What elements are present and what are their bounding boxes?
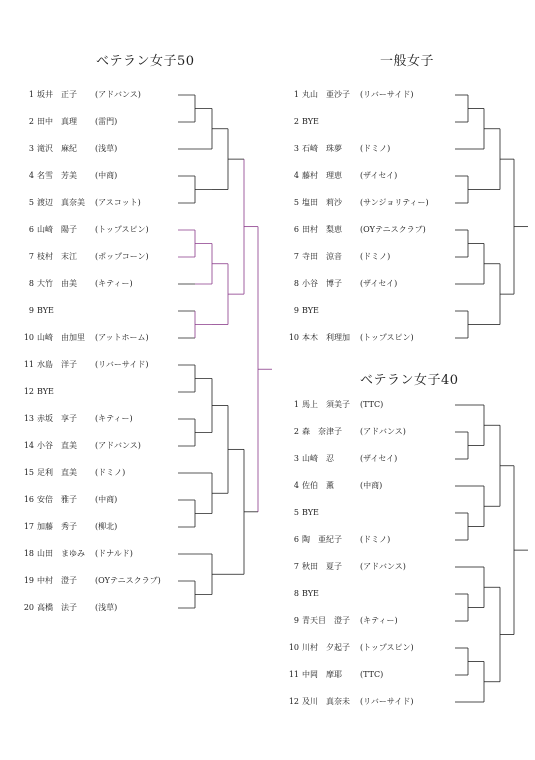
club-name: (アスコット) [95,198,141,207]
club-name: (ポップコーン) [95,252,149,261]
seed-number: 2 [28,117,34,126]
seed-number: 3 [293,144,299,153]
player-name: 田村 梨恵 [302,225,342,234]
club-name: (ザイセイ) [360,279,398,288]
seed-number: 9 [293,616,299,625]
seed-number: 19 [23,576,34,585]
player-name: 石崎 珠夢 [302,144,342,153]
title-general-women: 一般女子 [380,54,435,69]
seed-number: 5 [293,198,299,207]
club-name: (アドバンス) [360,562,406,571]
player-name: 馬上 須美子 [302,400,350,409]
seed-number: 1 [293,90,299,99]
player-name: 山田 まゆみ [37,549,85,558]
seed-number: 6 [293,535,299,544]
player-name: 中村 澄子 [37,576,77,585]
player-name: 赤坂 享子 [37,414,77,423]
seed-number: 14 [23,441,34,450]
player-name: 山崎 陽子 [37,225,77,234]
seed-number: 1 [28,90,34,99]
player-name: 佐伯 薫 [302,481,334,490]
club-name: (柳北) [95,522,118,531]
club-name: (キティー) [95,279,133,288]
seed-number: 13 [23,414,34,423]
seed-number: 10 [23,333,34,342]
club-name: (雷門) [95,117,118,126]
player-name: 森 奈津子 [302,427,342,436]
player-name: 滝沢 麻紀 [37,144,77,153]
player-name: BYE [302,306,319,315]
player-name: 本木 利理加 [302,333,350,342]
seed-number: 1 [293,400,299,409]
seed-number: 11 [23,360,34,369]
player-name: 藤村 理恵 [302,171,342,180]
player-name: 秋田 夏子 [302,562,342,571]
seed-number: 8 [293,589,299,598]
title-veteran-40: ベテラン女子40 [360,373,459,388]
seed-number: 3 [28,144,34,153]
player-name: 枝村 末江 [37,252,77,261]
seed-number: 2 [293,427,299,436]
seed-number: 18 [23,549,34,558]
seed-number: 11 [288,670,299,679]
club-name: (トップスピン) [360,333,414,342]
player-name: 丸山 亜沙子 [302,90,350,99]
player-name: 中岡 摩耶 [302,670,342,679]
club-name: (アドバンス) [95,441,141,450]
seed-number: 15 [23,468,34,477]
player-name: BYE [302,589,319,598]
club-name: (浅草) [95,603,118,612]
seed-number: 3 [293,454,299,463]
seed-number: 2 [293,117,299,126]
seed-number: 7 [293,562,299,571]
player-name: 水島 洋子 [37,360,77,369]
seed-number: 7 [293,252,299,261]
club-name: (ドミノ) [360,535,391,544]
seed-number: 17 [23,522,34,531]
club-name: (中商) [360,481,383,490]
player-name: 加藤 秀子 [37,522,77,531]
seed-number: 4 [28,171,34,180]
player-name: 小谷 直美 [37,441,77,450]
club-name: (ドミノ) [95,468,126,477]
club-name: (ザイセイ) [360,171,398,180]
seed-number: 12 [288,697,299,706]
club-name: (アドバンス) [95,90,141,99]
seed-number: 8 [28,279,34,288]
club-name: (アットホーム) [95,333,149,342]
club-name: (中商) [95,171,118,180]
seed-number: 6 [28,225,34,234]
player-name: BYE [302,117,319,126]
player-name: 大竹 由美 [37,279,77,288]
club-name: (中商) [95,495,118,504]
player-name: BYE [37,387,54,396]
player-name: 山崎 由加里 [37,333,85,342]
player-name: 渡辺 真奈美 [37,198,85,207]
seed-number: 5 [293,508,299,517]
seed-number: 10 [288,333,299,342]
seed-number: 9 [293,306,299,315]
club-name: (リバーサイド) [95,360,149,369]
club-name: (OYテニスクラブ) [95,576,161,585]
club-name: (OYテニスクラブ) [360,225,426,234]
club-name: (浅草) [95,144,118,153]
player-name: 及川 真奈未 [302,697,350,706]
player-name: 陶 亜紀子 [302,535,342,544]
player-name: 山崎 忍 [302,454,334,463]
seed-number: 9 [28,306,34,315]
seed-number: 4 [293,481,299,490]
player-name: 坂井 正子 [37,90,77,99]
club-name: (TTC) [360,670,384,679]
player-name: 青天目 澄子 [302,616,350,625]
club-name: (トップスピン) [360,643,414,652]
club-name: (ザイセイ) [360,454,398,463]
player-name: 安倍 雅子 [37,495,77,504]
player-name: 小谷 博子 [302,279,342,288]
seed-number: 8 [293,279,299,288]
club-name: (ドミノ) [360,252,391,261]
seed-number: 16 [23,495,34,504]
club-name: (ドナルド) [95,549,133,558]
player-name: 名雪 芳美 [37,171,77,180]
player-name: 高橋 法子 [37,603,77,612]
seed-number: 7 [28,252,34,261]
seed-number: 20 [23,603,34,612]
player-name: 寺田 涼音 [302,252,342,261]
club-name: (キティー) [95,414,133,423]
player-name: BYE [37,306,54,315]
seed-number: 5 [28,198,34,207]
player-name: 塩田 莉沙 [302,198,342,207]
club-name: (キティー) [360,616,398,625]
club-name: (アドバンス) [360,427,406,436]
seed-number: 6 [293,225,299,234]
club-name: (トップスピン) [95,225,149,234]
club-name: (TTC) [360,400,384,409]
player-name: 田中 真理 [37,117,77,126]
player-name: 足利 直美 [37,468,77,477]
title-veteran-50: ベテラン女子50 [96,54,195,69]
seed-number: 12 [23,387,34,396]
player-name: BYE [302,508,319,517]
seed-number: 10 [288,643,299,652]
club-name: (リバーサイド) [360,90,414,99]
club-name: (ドミノ) [360,144,391,153]
club-name: (サンジョリティー) [360,198,429,207]
club-name: (リバーサイド) [360,697,414,706]
player-name: 川村 夕起子 [302,643,350,652]
seed-number: 4 [293,171,299,180]
